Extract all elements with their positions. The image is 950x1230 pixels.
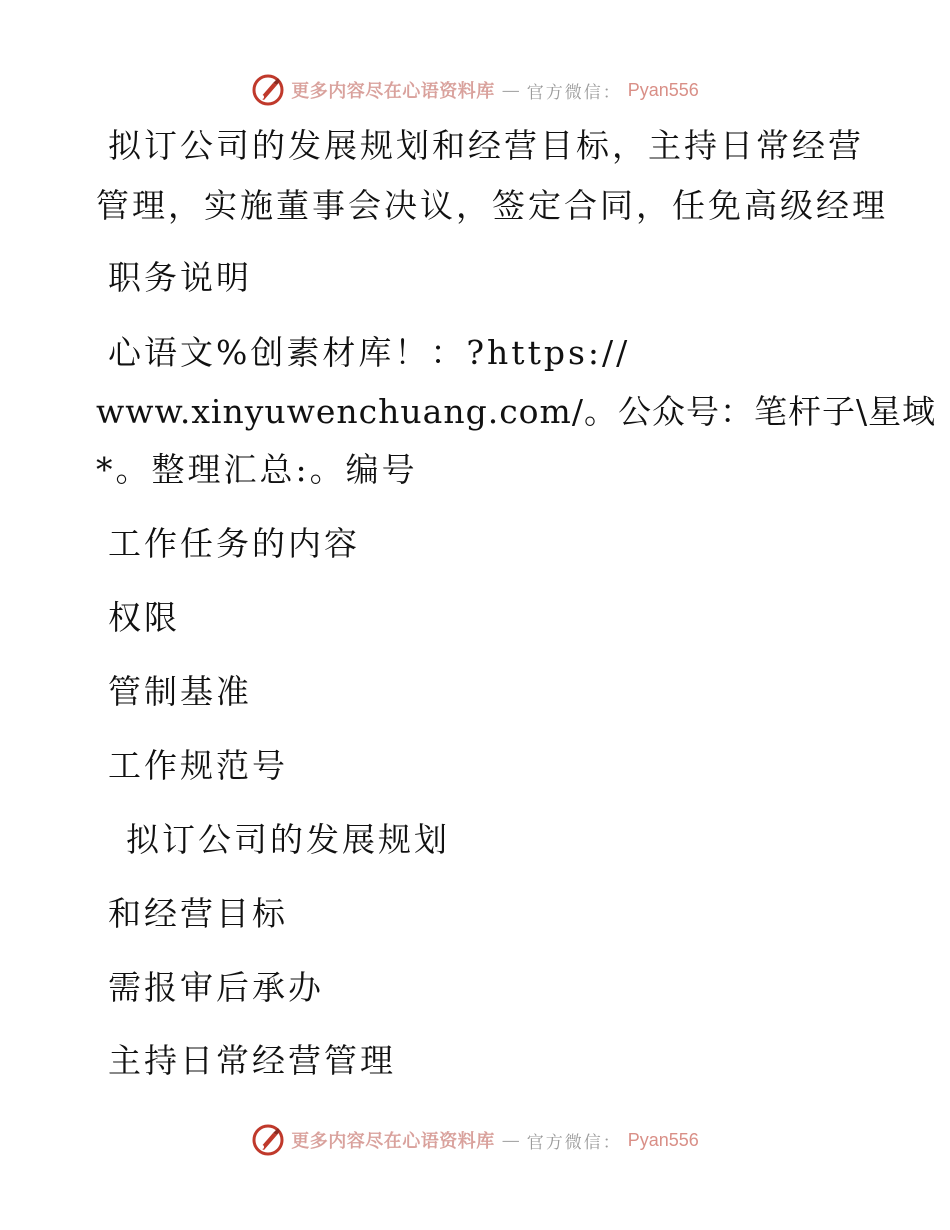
body-line-4: 心语文%创素材库！：?https:// [108,333,631,372]
body-line-8: 权限 [108,598,180,637]
body-line-3: 职务说明 [108,258,252,297]
body-line-14: 主持日常经营管理 [108,1041,396,1080]
body-line-5: www.xinyuwenchuang.com/。公众号：笔杆子\星域 [96,392,937,431]
header-banner-content [251,73,699,107]
footer-wechat-id: Pyan556 [627,1129,699,1150]
body-line-9: 管制基准 [108,672,252,711]
body-line-2: 管理，实施董事会决议，签定合同，任免高级经理 [96,186,888,225]
footer-wechat-label: 官方微信： [526,1132,622,1153]
header-watermark-banner [0,70,950,110]
footer-banner-content [251,1123,699,1157]
body-line-6: *。整理汇总:。编号 [96,450,418,489]
body-line-10: 工作规范号 [108,746,288,785]
body-line-1: 拟订公司的发展规划和经营目标，主持日常经营 [108,126,864,165]
header-wechat-id: Pyan556 [627,79,699,100]
pen-logo-icon [251,73,285,107]
header-site-text: 更多内容尽在心语资料库 [291,81,495,102]
body-line-12: 和经营目标 [108,894,288,933]
pen-logo-icon [251,1123,285,1157]
body-line-11: 拟订公司的发展规划 [126,820,450,859]
footer-watermark-banner [0,1120,950,1160]
footer-dash: — [501,1129,520,1151]
body-line-13: 需报审后承办 [108,968,324,1007]
footer-site-text: 更多内容尽在心语资料库 [291,1131,495,1152]
header-dash: — [501,79,520,101]
header-wechat-label: 官方微信： [526,82,622,103]
body-line-7: 工作任务的内容 [108,524,360,563]
